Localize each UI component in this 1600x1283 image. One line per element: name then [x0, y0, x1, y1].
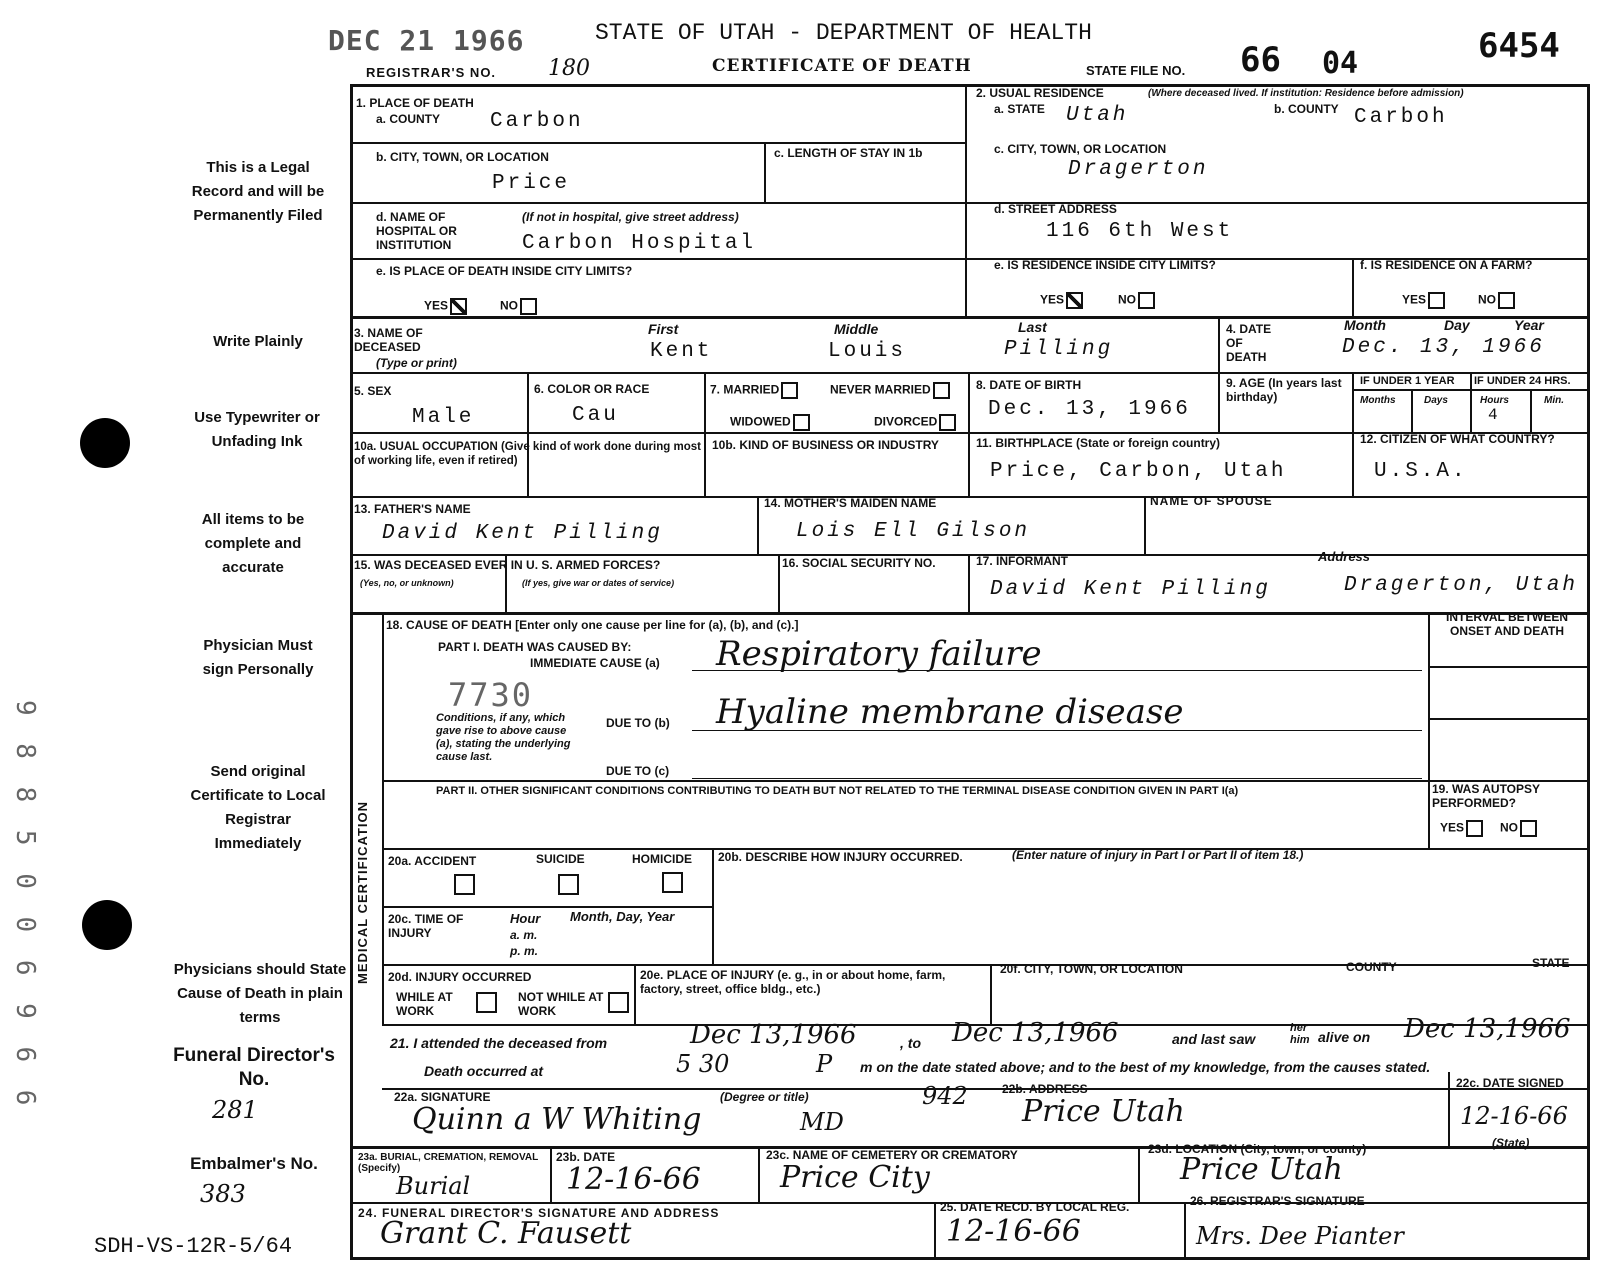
state-f-label: STATE — [1532, 956, 1570, 970]
punch-hole-bottom — [82, 900, 132, 950]
cause-a-value: Respiratory failure — [716, 634, 1042, 674]
length-stay-label: c. LENGTH OF STAY IN 1b — [774, 146, 923, 160]
armed-note2: (If yes, give war or dates of service) — [522, 578, 675, 588]
widowed-text: WIDOWED — [730, 414, 791, 429]
attended-from: Dec 13,1966 — [690, 1020, 857, 1050]
res-city-label: c. CITY, TOWN, OR LOCATION — [994, 142, 1167, 156]
residence-label: 2. USUAL RESIDENCE — [976, 86, 1104, 100]
to-label: , to — [900, 1035, 921, 1051]
armed-label: 15. WAS DECEASED EVER IN U. S. ARMED FORCES? — [354, 558, 661, 572]
month-label: Month — [1344, 317, 1386, 333]
middle-name: Louis — [828, 340, 907, 363]
certificate-title: CERTIFICATE OF DEATH — [712, 56, 972, 76]
no-label: NO — [500, 298, 518, 313]
no-checkbox[interactable] — [1138, 292, 1155, 309]
injury-occurred-label: 20d. INJURY OCCURRED — [388, 970, 532, 984]
armed-note1: (Yes, no, or unknown) — [360, 578, 454, 588]
name-deceased-label: 3. NAME OF DECEASED — [354, 326, 423, 354]
sidebar-typewriter: Use Typewriter or Unfading Ink — [194, 409, 320, 450]
citizen-value: U.S.A. — [1374, 460, 1468, 483]
burial-value: Burial — [396, 1172, 471, 1200]
burial-label: 23a. BURIAL, CREMATION, REMOVAL (Specify) — [358, 1152, 539, 1174]
father-label: 13. FATHER'S NAME — [354, 502, 471, 516]
alive-on-label: alive on — [1318, 1029, 1371, 1045]
embalmer-label: Embalmer's No. — [190, 1154, 318, 1173]
part2-label: PART II. OTHER SIGNIFICANT CONDITIONS CONTRIBUTING TO DEATH BUT NOT RELATED TO THE TERMINAL DISEASE CONDITION GIVEN IN PART I(a) — [436, 785, 1239, 797]
accident-checkbox[interactable] — [454, 874, 475, 895]
while-work-label: WHILE AT WORK — [396, 990, 453, 1018]
cause-label: 18. CAUSE OF DEATH [Enter only one cause per line for (a), (b), and (c).] — [386, 618, 799, 632]
married-text: 7. MARRIED — [710, 382, 780, 397]
mother-label: 14. MOTHER'S MAIDEN NAME — [764, 496, 937, 510]
state-file-c: 6454 — [1478, 26, 1560, 66]
birthplace-value: Price, Carbon, Utah — [990, 460, 1287, 483]
inside-city-yes[interactable] — [424, 298, 467, 315]
date-signed-value: 12-16-66 — [1460, 1102, 1568, 1130]
day-label: Day — [1444, 317, 1470, 333]
birthplace-label: 11. BIRTHPLACE (State or foreign country) — [976, 436, 1221, 450]
under24-label: IF UNDER 24 HRS. — [1474, 375, 1571, 387]
under1-label: IF UNDER 1 YEAR — [1360, 375, 1455, 387]
county-f-label: COUNTY — [1346, 960, 1397, 974]
yes-label: YES — [424, 298, 449, 313]
street-label: d. STREET ADDRESS — [994, 202, 1117, 216]
address-22b-label: 22b. ADDRESS — [1002, 1082, 1088, 1096]
inside-city-no[interactable] — [500, 298, 537, 315]
place-of-death-label: 1. PLACE OF DEATH — [356, 96, 474, 110]
funeral-director-label: Funeral Director's No. — [173, 1045, 335, 1090]
race-value: Cau — [572, 404, 619, 427]
widowed-label[interactable] — [730, 414, 810, 431]
date-23b-label: 23b. DATE — [556, 1150, 616, 1164]
cemetery-label: 23c. NAME OF CEMETERY OR CREMATORY — [766, 1148, 1018, 1162]
city-f-label: 20f. CITY, TOWN, OR LOCATION — [1000, 962, 1183, 976]
state-paren-label: (State) — [1492, 1136, 1530, 1150]
location-23d-label: 23d. LOCATION (City, town, or county) — [1148, 1142, 1367, 1156]
time-injury-label: 20c. TIME OF INJURY — [388, 912, 464, 940]
sidebar-physician: Physician Must sign Personally — [202, 637, 314, 678]
her-him-label: her him — [1290, 1022, 1310, 1046]
farm-label: f. IS RESIDENCE ON A FARM? — [1360, 258, 1533, 272]
suicide-checkbox[interactable] — [558, 874, 579, 895]
never-married-text: NEVER MARRIED — [830, 382, 931, 397]
on-date-label: m on the date stated above; and to the best of my knowledge, from the causes stated. — [860, 1059, 1431, 1075]
part1-label: PART I. DEATH WAS CAUSED BY: — [438, 640, 632, 654]
never-married-checkbox[interactable] — [933, 382, 950, 399]
form-number: SDH-VS-12R-5/64 — [94, 1234, 293, 1259]
yes-label: YES — [1040, 292, 1065, 307]
days-label: Days — [1424, 395, 1448, 406]
dob-value: Dec. 13, 1966 — [988, 398, 1191, 421]
hospital-value: Carbon Hospital — [522, 232, 757, 255]
city-value: Price — [492, 172, 571, 195]
death-time: 5 30 — [676, 1050, 730, 1078]
no-label: NO — [1478, 292, 1496, 307]
place-injury-label: 20e. PLACE OF INJURY (e. g., in or about home, farm, factory, street, office bldg., etc.) — [640, 968, 946, 996]
degree-label: (Degree or title) — [720, 1090, 809, 1104]
attended-label: 21. I attended the deceased from — [390, 1035, 608, 1051]
informant-value: David Kent Pilling — [990, 578, 1271, 601]
res-city-value: Dragerton — [1068, 158, 1209, 181]
race-label: 6. COLOR OR RACE — [534, 382, 650, 396]
due-b-label: DUE TO (b) — [606, 716, 670, 730]
county-label: a. COUNTY — [376, 112, 441, 126]
sidebar-legal: This is a Legal Record and will be Permanently Filed — [191, 159, 325, 224]
address-label: Address — [1318, 549, 1371, 564]
autopsy-no[interactable] — [1500, 820, 1537, 837]
never-married-label[interactable] — [830, 382, 950, 399]
accident-label: 20a. ACCIDENT — [388, 854, 477, 868]
yes-label: YES — [1440, 820, 1465, 835]
hours-value: 4 — [1488, 406, 1501, 424]
street-value: 116 6th West — [1046, 220, 1234, 243]
dob-label: 8. DATE OF BIRTH — [976, 378, 1082, 392]
res-state-value: Utah — [1066, 104, 1129, 127]
residence-note: (Where deceased lived. If institution: Residence before admission) — [1148, 88, 1464, 99]
yes-checkbox-checked[interactable] — [450, 298, 467, 315]
no-checkbox[interactable] — [520, 298, 537, 315]
last-saw-label: and last saw — [1172, 1031, 1256, 1047]
res-county-value: Carboh — [1354, 106, 1448, 129]
registrars-no-label: REGISTRAR'S NO. — [366, 65, 497, 80]
citizen-label: 12. CITIZEN OF WHAT COUNTRY? — [1360, 432, 1555, 446]
date-stamp: DEC 21 1966 — [328, 24, 525, 57]
physician-signature: Quinn a W Whiting — [412, 1102, 702, 1137]
while-work-checkbox[interactable] — [476, 992, 497, 1013]
cemetery-value: Price City — [780, 1160, 930, 1195]
res-inside-label: e. IS RESIDENCE INSIDE CITY LIMITS? — [994, 258, 1216, 272]
sidebar-complete: All items to be complete and accurate — [201, 511, 305, 576]
interval-label: INTERVAL BETWEEN ONSET AND DEATH — [1445, 610, 1568, 638]
degree-value: MD — [800, 1108, 844, 1136]
hospital-note: (If not in hospital, give street address) — [522, 210, 739, 224]
state-label: a. STATE — [994, 102, 1045, 116]
last-label: Last — [1018, 319, 1047, 335]
months-label: Months — [1360, 395, 1396, 406]
sidebar-cause: Physicians should State Cause of Death in plain terms — [173, 961, 347, 1026]
alive-on-value: Dec 13,1966 — [1404, 1014, 1571, 1044]
funeral-director-no: 281 — [212, 1096, 258, 1124]
married-checkbox[interactable] — [781, 382, 798, 399]
death-occurred-label: Death occurred at — [424, 1063, 544, 1079]
widowed-checkbox[interactable] — [793, 414, 810, 431]
yes-checkbox-checked[interactable] — [1066, 292, 1083, 309]
business-label: 10b. KIND OF BUSINESS OR INDUSTRY — [712, 438, 939, 452]
occupation-label: 10a. USUAL OCCUPATION (Give kind of work done during most of working life, even if retired) — [354, 441, 701, 467]
state-file-a: 66 — [1240, 40, 1281, 80]
am-label: a. m. — [510, 928, 538, 942]
code-stamp: 7730 — [448, 676, 534, 714]
city-label: b. CITY, TOWN, OR LOCATION — [376, 150, 549, 164]
informant-address: Dragerton, Utah — [1344, 574, 1579, 597]
yes-checkbox[interactable] — [1466, 820, 1483, 837]
homicide-checkbox[interactable] — [662, 872, 683, 893]
not-while-checkbox[interactable] — [608, 992, 629, 1013]
last-name: Pilling — [1004, 338, 1114, 361]
pm-label: p. m. — [510, 944, 539, 958]
medical-certification-label: MEDICAL CERTIFICATION — [355, 800, 370, 984]
registrar-sig-label: 26. REGISTRAR'S SIGNATURE — [1190, 1194, 1365, 1208]
sex-value: Male — [412, 406, 475, 429]
location-value: Price Utah — [1180, 1152, 1343, 1187]
date-death-label: 4. DATE OF DEATH — [1226, 322, 1272, 364]
death-ampm: P — [816, 1050, 833, 1078]
registrar-signature: Mrs. Dee Pianter — [1196, 1222, 1404, 1250]
age-label: 9. AGE (In years last birthday) — [1226, 376, 1342, 404]
vertical-serial: 9 8 8 5 0 0 6 9 6 6 — [10, 700, 40, 1112]
father-value: David Kent Pilling — [382, 522, 663, 545]
farm-yes[interactable] — [1402, 292, 1445, 309]
cause-b-value: Hyaline membrane disease — [716, 692, 1184, 732]
not-while-label: NOT WHILE AT WORK — [518, 990, 604, 1018]
sidebar-write: Write Plainly — [213, 333, 303, 350]
sidebar-send: Send original Certificate to Local Registrar Immediately — [190, 763, 326, 852]
informant-label: 17. INFORMANT — [976, 554, 1069, 568]
first-name: Kent — [650, 340, 713, 363]
physician-address: Price Utah — [1022, 1094, 1185, 1129]
conditions-label: Conditions, if any, which gave rise to above cause (a), stating the underlying cause last. — [436, 712, 571, 763]
date-signed-label: 22c. DATE SIGNED — [1456, 1076, 1564, 1090]
first-label: First — [648, 321, 679, 337]
county-value: Carbon — [490, 110, 584, 133]
ssn-label: 16. SOCIAL SECURITY NO. — [782, 556, 936, 570]
min-label: Min. — [1544, 395, 1564, 406]
yes-label: YES — [1402, 292, 1427, 307]
farm-no[interactable] — [1478, 292, 1515, 309]
immediate-label: IMMEDIATE CAUSE (a) — [530, 656, 660, 670]
agency-title: STATE OF UTAH - DEPARTMENT OF HEALTH — [595, 20, 1092, 46]
divorced-label[interactable] — [874, 414, 956, 431]
divorced-checkbox[interactable] — [939, 414, 956, 431]
res-inside-yes[interactable] — [1040, 292, 1083, 309]
funeral-director-signature: Grant C. Fausett — [380, 1216, 632, 1251]
no-label: NO — [1118, 292, 1136, 307]
res-county-label: b. COUNTY — [1274, 102, 1339, 116]
injury-note: (Enter nature of injury in Part I or Part II of item 18.) — [1012, 848, 1304, 862]
spouse-label: NAME OF SPOUSE — [1150, 494, 1273, 508]
burial-date: 12-16-66 — [566, 1162, 701, 1197]
homicide-label: HOMICIDE — [632, 852, 692, 866]
registrars-no: 180 — [548, 56, 590, 81]
mdy-label: Month, Day, Year — [570, 909, 675, 924]
death-date: Dec. 13, 1966 — [1342, 336, 1545, 359]
sex-label: 5. SEX — [354, 384, 392, 398]
autopsy-label: 19. WAS AUTOPSY PERFORMED? — [1432, 782, 1540, 810]
signature-label: 22a. SIGNATURE — [394, 1090, 491, 1104]
state-file-b: 04 — [1322, 46, 1359, 81]
funeral-director-sig-label: 24. FUNERAL DIRECTOR'S SIGNATURE AND ADDRESS — [358, 1206, 720, 1220]
state-file-label: STATE FILE NO. — [1086, 63, 1186, 78]
hospital-label: d. NAME OF HOSPITAL OR INSTITUTION — [376, 210, 457, 252]
no-checkbox[interactable] — [1498, 292, 1515, 309]
due-c-label: DUE TO (c) — [606, 764, 670, 778]
embalmer-no: 383 — [200, 1180, 246, 1208]
res-inside-no[interactable] — [1118, 292, 1155, 309]
date-recd-value: 12-16-66 — [946, 1214, 1081, 1249]
inside-city-label: e. IS PLACE OF DEATH INSIDE CITY LIMITS? — [376, 264, 633, 278]
autopsy-yes[interactable] — [1440, 820, 1483, 837]
degree-number: 942 — [922, 1082, 968, 1110]
hour-label: Hour — [510, 911, 541, 926]
mother-value: Lois Ell Gilson — [796, 520, 1031, 543]
punch-hole-top — [80, 418, 130, 468]
type-print-label: (Type or print) — [376, 356, 457, 370]
date-recd-label: 25. DATE RECD. BY LOCAL REG. — [940, 1200, 1130, 1214]
attended-to: Dec 13,1966 — [952, 1018, 1119, 1048]
hours-label: Hours — [1480, 395, 1509, 406]
middle-label: Middle — [834, 321, 879, 337]
no-checkbox[interactable] — [1520, 820, 1537, 837]
suicide-label: SUICIDE — [536, 852, 585, 866]
injury-desc-label: 20b. DESCRIBE HOW INJURY OCCURRED. — [718, 850, 963, 864]
no-label: NO — [1500, 820, 1518, 835]
married-label[interactable] — [710, 382, 798, 399]
year-label: Year — [1514, 317, 1544, 333]
yes-checkbox[interactable] — [1428, 292, 1445, 309]
divorced-text: DIVORCED — [874, 414, 938, 429]
